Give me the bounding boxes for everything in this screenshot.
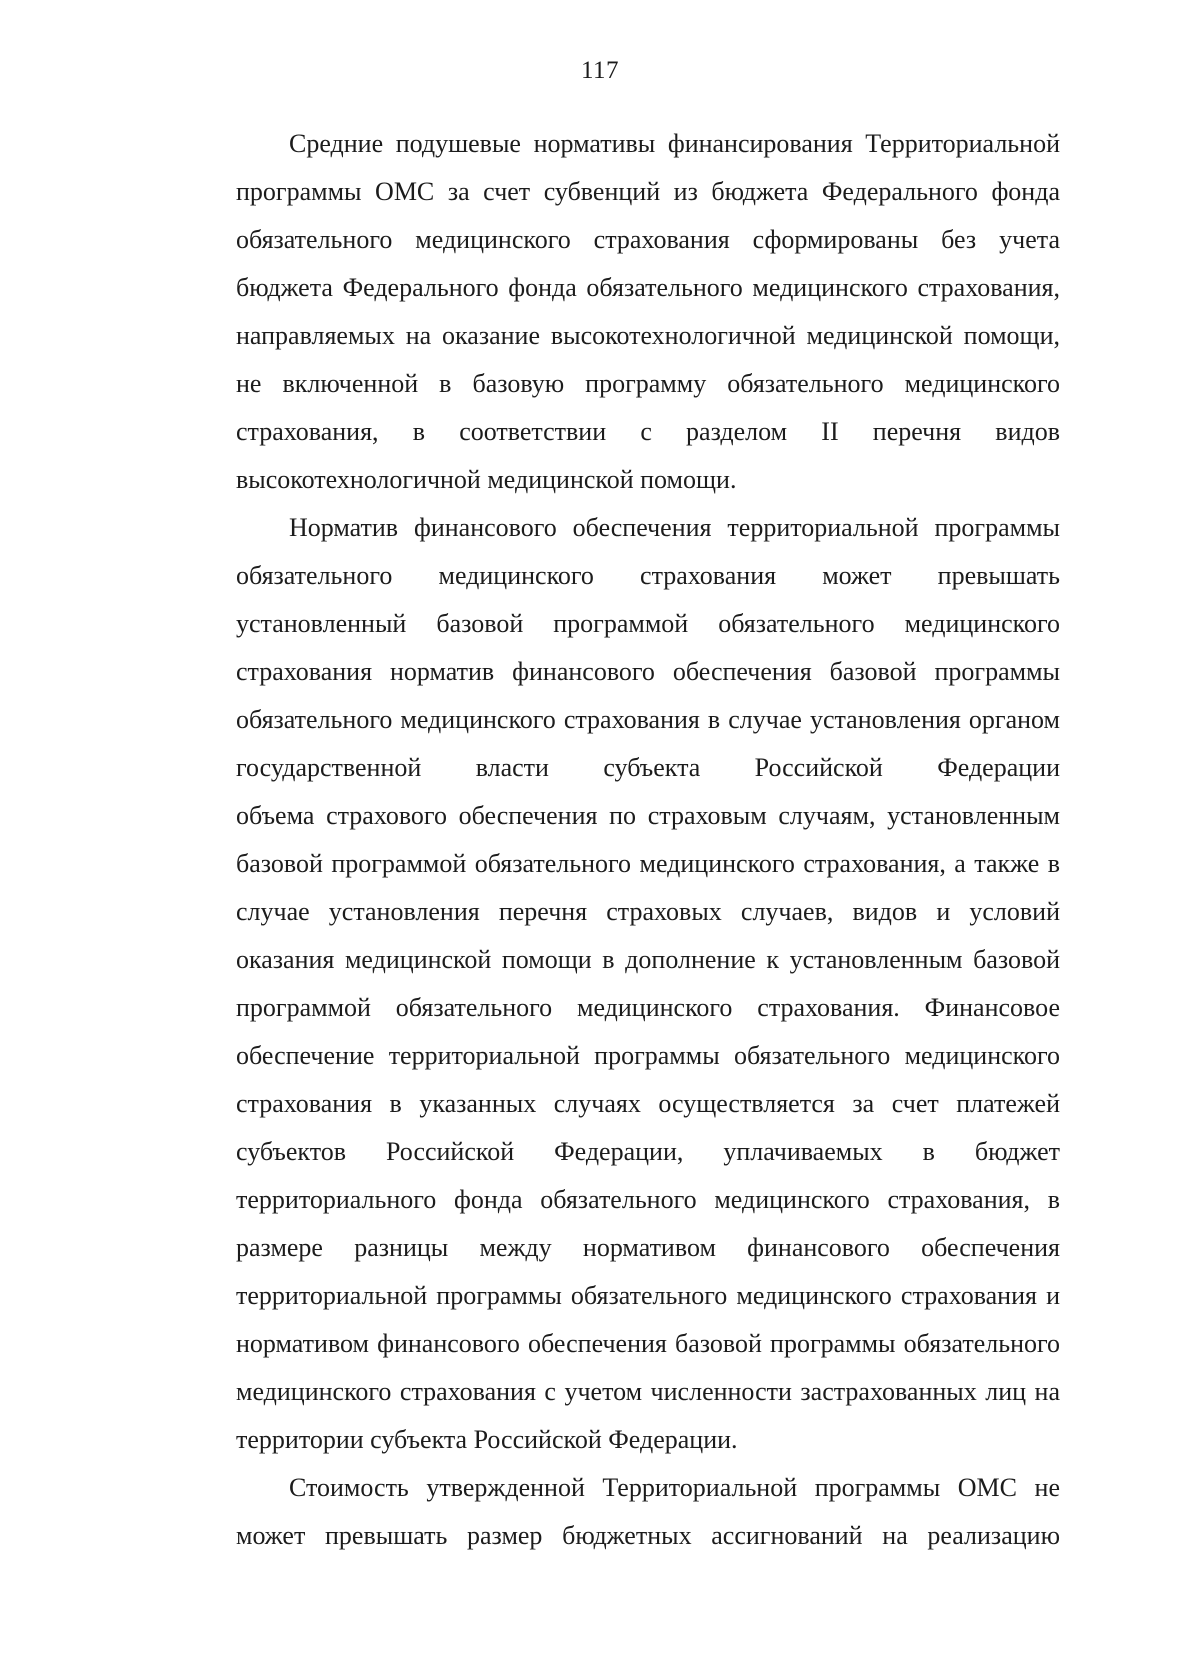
text-line: страхования в указанных случаях осуществляется за счет платежей bbox=[236, 1089, 1060, 1118]
paragraph-1 bbox=[183, 120, 1060, 504]
page-number: 117 bbox=[580, 57, 620, 84]
text-line: медицинского страхования с учетом численности застрахованных лиц на bbox=[236, 1377, 1060, 1406]
text-line: обеспечение территориальной программы обязательного медицинского bbox=[236, 1041, 1060, 1070]
text-line: субъектов Российской Федерации, уплачиваемых в бюджет bbox=[236, 1137, 1060, 1166]
text-line: высокотехнологичной медицинской помощи. bbox=[236, 465, 737, 494]
text-line: нормативом финансового обеспечения базовой программы обязательного bbox=[236, 1329, 1060, 1358]
text-line: оказания медицинской помощи в дополнение к установленным базовой bbox=[236, 945, 1060, 974]
paragraph-3 bbox=[183, 1464, 1060, 1560]
text-line: программой обязательного медицинского страхования. Финансовое bbox=[236, 993, 1060, 1022]
text-line: государственной власти субъекта Российской Федерации bbox=[236, 753, 1060, 782]
text-line: направляемых на оказание высокотехнологичной медицинской помощи, bbox=[236, 321, 1060, 350]
text-line: страхования норматив финансового обеспечения базовой программы bbox=[236, 657, 1060, 686]
text-line: объема страхового обеспечения по страховым случаям, установленным bbox=[236, 801, 1060, 830]
text-line: территориальной программы обязательного медицинского страхования и bbox=[236, 1281, 1060, 1310]
text-line: программы ОМС за счет субвенций из бюджета Федерального фонда bbox=[236, 177, 1060, 206]
text-line: может превышать размер бюджетных ассигнований на реализацию bbox=[236, 1521, 1060, 1550]
text-line: Стоимость утвержденной Территориальной программы ОМС не bbox=[289, 1473, 1060, 1502]
text-line: бюджета Федерального фонда обязательного медицинского страхования, bbox=[236, 273, 1060, 302]
text-line: базовой программой обязательного медицинского страхования, а также в bbox=[236, 849, 1060, 878]
document-body bbox=[183, 120, 1060, 1560]
text-line: установленный базовой программой обязательного медицинского bbox=[236, 609, 1060, 638]
text-line: Средние подушевые нормативы финансирования Территориальной bbox=[289, 129, 1060, 158]
text-line: обязательного медицинского страхования сформированы без учета bbox=[236, 225, 1060, 254]
text-line: обязательного медицинского страхования в случае установления органом bbox=[236, 705, 1060, 734]
paragraph-2 bbox=[183, 504, 1060, 1464]
text-line: территориального фонда обязательного медицинского страхования, в bbox=[236, 1185, 1060, 1214]
text-line: случае установления перечня страховых случаев, видов и условий bbox=[236, 897, 1060, 926]
text-line: не включенной в базовую программу обязательного медицинского bbox=[236, 369, 1060, 398]
text-line: территории субъекта Российской Федерации. bbox=[236, 1425, 738, 1454]
text-line: Норматив финансового обеспечения территориальной программы bbox=[289, 513, 1060, 542]
text-line: страхования, в соответствии с разделом II перечня видов bbox=[236, 417, 1060, 446]
text-line: обязательного медицинского страхования может превышать bbox=[236, 561, 1060, 590]
text-line: размере разницы между нормативом финансового обеспечения bbox=[236, 1233, 1060, 1262]
